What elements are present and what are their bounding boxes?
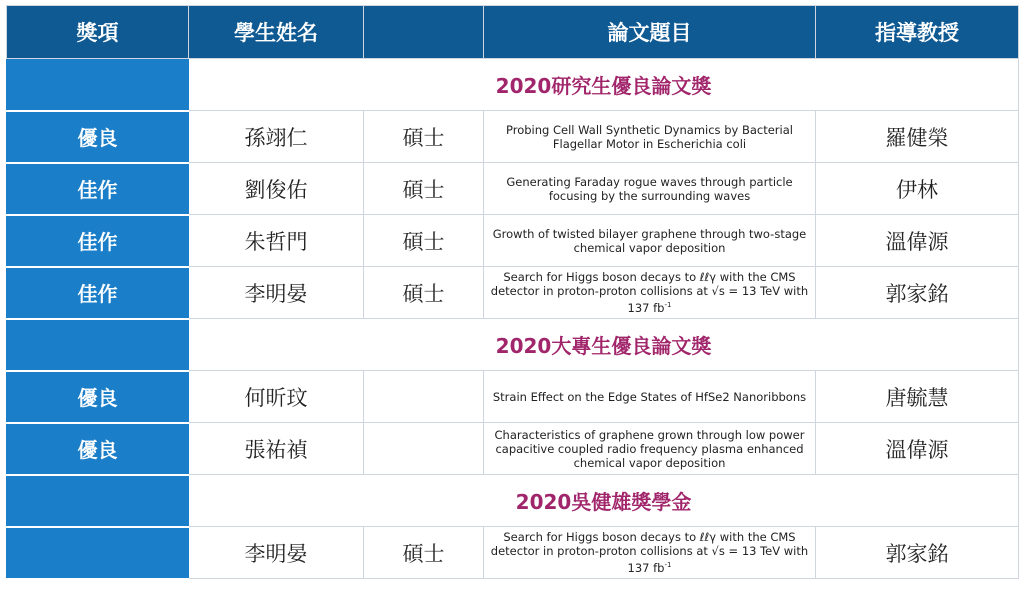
degree: 碩士 <box>364 111 484 163</box>
thesis-title <box>484 527 816 579</box>
section-title: 2020吳健雄獎學金 <box>189 475 1019 527</box>
section-row <box>7 59 1019 111</box>
student-name: 張祐禎 <box>189 423 364 475</box>
table-row <box>7 423 1019 475</box>
header-award: 獎項 <box>7 6 189 59</box>
thesis-title-text: Search for Higgs boson decays to ℓℓγ with the CMS detector in proton-proton collisions at √s = 13 TeV with 137 fb <box>490 270 809 315</box>
thesis-title <box>484 267 816 319</box>
degree <box>364 423 484 475</box>
table-row <box>7 111 1019 163</box>
degree: 碩士 <box>364 527 484 579</box>
degree <box>364 371 484 423</box>
thesis-title-superscript: -1 <box>664 301 672 310</box>
table-row <box>7 371 1019 423</box>
student-name: 李明晏 <box>189 527 364 579</box>
advisor-name: 溫偉源 <box>816 215 1019 267</box>
header-degree <box>364 6 484 59</box>
advisor-name: 郭家銘 <box>816 267 1019 319</box>
award-cell <box>7 475 189 527</box>
award-cell: 優良 <box>7 371 189 423</box>
thesis-title: Strain Effect on the Edge States of HfSe2 Nanoribbons <box>484 371 816 423</box>
degree: 碩士 <box>364 215 484 267</box>
award-cell <box>7 59 189 111</box>
header-thesis: 論文題目 <box>484 6 816 59</box>
award-cell: 佳作 <box>7 267 189 319</box>
section-title: 2020研究生優良論文獎 <box>189 59 1019 111</box>
award-cell: 佳作 <box>7 163 189 215</box>
thesis-title: Probing Cell Wall Synthetic Dynamics by Bacterial Flagellar Motor in Escherichia coli <box>484 111 816 163</box>
degree: 碩士 <box>364 267 484 319</box>
section-row <box>7 475 1019 527</box>
thesis-title: Growth of twisted bilayer graphene through two-stage chemical vapor deposition <box>484 215 816 267</box>
header-row <box>7 6 1019 59</box>
student-name: 何昕玟 <box>189 371 364 423</box>
section-row <box>7 319 1019 371</box>
table-row <box>7 527 1019 579</box>
table-row <box>7 267 1019 319</box>
student-name: 劉俊佑 <box>189 163 364 215</box>
student-name: 孫翊仁 <box>189 111 364 163</box>
advisor-name: 溫偉源 <box>816 423 1019 475</box>
student-name: 朱哲門 <box>189 215 364 267</box>
award-cell: 優良 <box>7 111 189 163</box>
awards-table <box>6 5 1019 580</box>
advisor-name: 羅健榮 <box>816 111 1019 163</box>
advisor-name: 伊林 <box>816 163 1019 215</box>
thesis-title: Characteristics of graphene grown through low power capacitive coupled radio frequency plasma enhanced chemical vapor deposition <box>484 423 816 475</box>
table-row <box>7 163 1019 215</box>
thesis-title-superscript: -1 <box>664 561 672 570</box>
advisor-name: 唐毓慧 <box>816 371 1019 423</box>
award-cell: 優良 <box>7 423 189 475</box>
award-cell <box>7 319 189 371</box>
section-title: 2020大專生優良論文獎 <box>189 319 1019 371</box>
student-name: 李明晏 <box>189 267 364 319</box>
degree: 碩士 <box>364 163 484 215</box>
header-advisor: 指導教授 <box>816 6 1019 59</box>
header-student: 學生姓名 <box>189 6 364 59</box>
award-cell: 佳作 <box>7 215 189 267</box>
table-row <box>7 215 1019 267</box>
thesis-title-text: Search for Higgs boson decays to ℓℓγ with the CMS detector in proton-proton collisions at √s = 13 TeV with 137 fb <box>490 530 809 575</box>
advisor-name: 郭家銘 <box>816 527 1019 579</box>
award-cell <box>7 527 189 579</box>
thesis-title: Generating Faraday rogue waves through particle focusing by the surrounding waves <box>484 163 816 215</box>
